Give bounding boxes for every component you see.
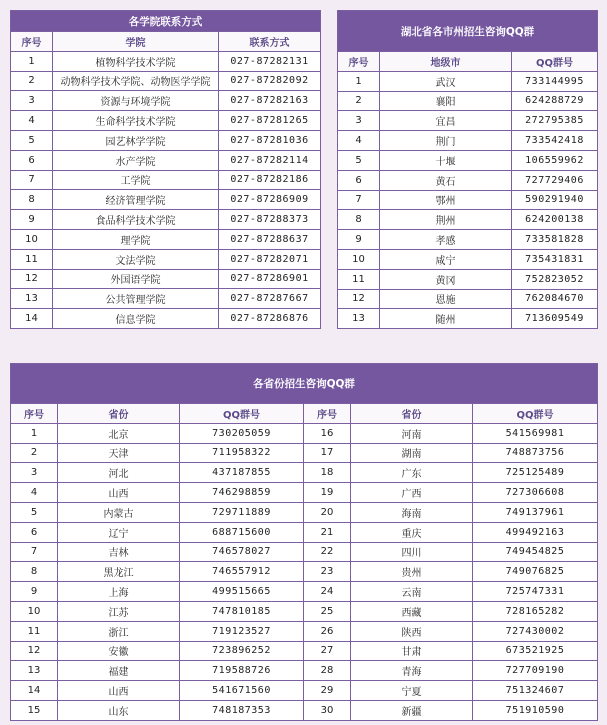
table-row	[11, 522, 598, 542]
table-cell: 725747331	[473, 582, 598, 602]
table-cell: 30	[304, 700, 351, 720]
table-cell: 资源与环境学院	[53, 91, 219, 111]
table-cell: 723896252	[180, 641, 304, 661]
table-cell: 黄冈	[380, 269, 512, 289]
table-cell: 河南	[351, 423, 473, 443]
table-cell: 3	[11, 463, 58, 483]
table-cell: 理学院	[53, 229, 219, 249]
table-row	[338, 230, 598, 250]
table-cell: 生命科学技术学院	[53, 111, 219, 131]
table-cell: 624200138	[512, 210, 598, 230]
table-cell: 11	[338, 269, 380, 289]
table-row	[11, 562, 598, 582]
table-cell: 733144995	[512, 71, 598, 91]
table-cell: 748873756	[473, 443, 598, 463]
table-cell: 727306608	[473, 483, 598, 503]
table-cell: 21	[304, 522, 351, 542]
table-cell: 内蒙古	[58, 502, 180, 522]
table-cell: 天津	[58, 443, 180, 463]
table-cell: 748187353	[180, 700, 304, 720]
table-cell: 水产学院	[53, 150, 219, 170]
table-row	[11, 443, 598, 463]
table-row	[338, 131, 598, 151]
table-cell: 陕西	[351, 621, 473, 641]
table-cell: 4	[338, 131, 380, 151]
table-cell: 590291940	[512, 190, 598, 210]
hubei-qq-table	[337, 10, 598, 329]
table-row	[11, 289, 321, 309]
table-cell: 727729406	[512, 170, 598, 190]
table-cell: 7	[11, 542, 58, 562]
column-header: 地级市	[380, 52, 512, 72]
table-cell: 6	[11, 150, 53, 170]
table-cell: 襄阳	[380, 91, 512, 111]
table-cell: 8	[338, 210, 380, 230]
table-cell: 14	[11, 681, 58, 701]
table-row	[11, 51, 321, 71]
table-cell: 经济管理学院	[53, 190, 219, 210]
column-header: 序号	[11, 32, 53, 52]
table-row	[11, 71, 321, 91]
table-cell: 26	[304, 621, 351, 641]
table-cell: 随州	[380, 309, 512, 329]
table-cell: 15	[11, 700, 58, 720]
table-cell: 工学院	[53, 170, 219, 190]
table-cell: 13	[11, 661, 58, 681]
table-row	[11, 423, 598, 443]
table-cell: 贵州	[351, 562, 473, 582]
table-cell: 2	[11, 443, 58, 463]
table-cell: 动物科学技术学院、动物医学学院	[53, 71, 219, 91]
table-cell: 12	[11, 641, 58, 661]
table-cell: 园艺林学学院	[53, 130, 219, 150]
table-cell: 725125489	[473, 463, 598, 483]
table-cell: 13	[11, 289, 53, 309]
table-row	[11, 601, 598, 621]
table-cell: 673521925	[473, 641, 598, 661]
table-cell: 宜昌	[380, 111, 512, 131]
table-cell: 027-87282131	[219, 51, 321, 71]
table-row	[11, 249, 321, 269]
column-header: 联系方式	[219, 32, 321, 52]
table-cell: 1	[338, 71, 380, 91]
table-cell: 6	[338, 170, 380, 190]
table-row	[11, 309, 321, 329]
table-cell: 北京	[58, 423, 180, 443]
table-cell: 8	[11, 190, 53, 210]
table-row	[11, 582, 598, 602]
table-cell: 733542418	[512, 131, 598, 151]
table-cell: 信息学院	[53, 309, 219, 329]
table-cell: 752823052	[512, 269, 598, 289]
table-cell: 青海	[351, 661, 473, 681]
table-cell: 10	[338, 249, 380, 269]
table-cell: 食品科学技术学院	[53, 210, 219, 230]
table-cell: 733581828	[512, 230, 598, 250]
table-cell: 027-87281036	[219, 130, 321, 150]
table-cell: 23	[304, 562, 351, 582]
province-qq-table	[10, 363, 598, 721]
table-row	[11, 641, 598, 661]
table-row	[11, 210, 321, 230]
table-cell: 541671560	[180, 681, 304, 701]
table-cell: 27	[304, 641, 351, 661]
table-cell: 福建	[58, 661, 180, 681]
table-cell: 10	[11, 229, 53, 249]
table-cell: 729711889	[180, 502, 304, 522]
table-cell: 027-87286909	[219, 190, 321, 210]
table-cell: 5	[338, 150, 380, 170]
table-cell: 荆州	[380, 210, 512, 230]
column-header: 序号	[11, 404, 58, 424]
table-cell: 1	[11, 423, 58, 443]
table-cell: 25	[304, 601, 351, 621]
table-row	[11, 483, 598, 503]
table-row	[338, 289, 598, 309]
table-cell: 437187855	[180, 463, 304, 483]
table-cell: 499515665	[180, 582, 304, 602]
table-cell: 四川	[351, 542, 473, 562]
table-cell: 吉林	[58, 542, 180, 562]
table-cell: 027-87282092	[219, 71, 321, 91]
table-row	[338, 170, 598, 190]
table-cell: 6	[11, 522, 58, 542]
table-cell: 730205059	[180, 423, 304, 443]
table-cell: 728165282	[473, 601, 598, 621]
table-cell: 727430002	[473, 621, 598, 641]
table-cell: 3	[338, 111, 380, 131]
header-row	[11, 32, 321, 52]
table-cell: 20	[304, 502, 351, 522]
table-cell: 7	[338, 190, 380, 210]
table-row	[11, 681, 598, 701]
table-cell: 24	[304, 582, 351, 602]
table-row	[11, 111, 321, 131]
table-cell: 十堰	[380, 150, 512, 170]
table-cell: 重庆	[351, 522, 473, 542]
table-cell: 727709190	[473, 661, 598, 681]
table-row	[338, 190, 598, 210]
table-row	[11, 91, 321, 111]
table-cell: 28	[304, 661, 351, 681]
table-cell: 5	[11, 130, 53, 150]
table-cell: 2	[11, 71, 53, 91]
table-row	[338, 91, 598, 111]
table-row	[338, 249, 598, 269]
table-cell: 山西	[58, 483, 180, 503]
table-row	[11, 700, 598, 720]
column-header: 学院	[53, 32, 219, 52]
table-cell: 29	[304, 681, 351, 701]
table-cell: 荆门	[380, 131, 512, 151]
table-cell: 云南	[351, 582, 473, 602]
table-cell: 027-87282186	[219, 170, 321, 190]
table-cell: 武汉	[380, 71, 512, 91]
table-cell: 黄石	[380, 170, 512, 190]
table-cell: 孝感	[380, 230, 512, 250]
table-row	[11, 463, 598, 483]
table-cell: 027-87288637	[219, 229, 321, 249]
table-cell: 719123527	[180, 621, 304, 641]
table-cell: 16	[304, 423, 351, 443]
table-cell: 541569981	[473, 423, 598, 443]
table-row	[11, 190, 321, 210]
table-row	[11, 150, 321, 170]
table-cell: 027-87282071	[219, 249, 321, 269]
table-cell: 18	[304, 463, 351, 483]
table-row	[11, 621, 598, 641]
table-cell: 751324607	[473, 681, 598, 701]
table-cell: 4	[11, 483, 58, 503]
hubei-qq-title: 湖北省各市州招生咨询QQ群	[338, 11, 598, 52]
table-cell: 外国语学院	[53, 269, 219, 289]
table-cell: 749076825	[473, 562, 598, 582]
table-cell: 713609549	[512, 309, 598, 329]
table-cell: 22	[304, 542, 351, 562]
table-cell: 3	[11, 91, 53, 111]
table-cell: 027-87282163	[219, 91, 321, 111]
table-row	[338, 309, 598, 329]
table-cell: 9	[338, 230, 380, 250]
table-cell: 咸宁	[380, 249, 512, 269]
table-cell: 14	[11, 309, 53, 329]
table-row	[338, 269, 598, 289]
table-cell: 746298859	[180, 483, 304, 503]
table-cell: 027-87287667	[219, 289, 321, 309]
table-cell: 新疆	[351, 700, 473, 720]
college-contacts-table	[10, 10, 321, 329]
table-cell: 广西	[351, 483, 473, 503]
table-cell: 4	[11, 111, 53, 131]
table-cell: 1	[11, 51, 53, 71]
table-cell: 公共管理学院	[53, 289, 219, 309]
column-header: 序号	[304, 404, 351, 424]
table-cell: 751910590	[473, 700, 598, 720]
table-cell: 上海	[58, 582, 180, 602]
table-cell: 735431831	[512, 249, 598, 269]
college-contacts-title: 各学院联系方式	[11, 11, 321, 32]
table-row	[11, 661, 598, 681]
table-cell: 辽宁	[58, 522, 180, 542]
table-cell: 749137961	[473, 502, 598, 522]
table-cell: 海南	[351, 502, 473, 522]
table-cell: 河北	[58, 463, 180, 483]
column-header: QQ群号	[180, 404, 304, 424]
hubei-qq-body	[338, 52, 598, 329]
table-cell: 272795385	[512, 111, 598, 131]
table-cell: 10	[11, 601, 58, 621]
table-row	[338, 210, 598, 230]
table-cell: 植物科学技术学院	[53, 51, 219, 71]
province-qq-body	[11, 404, 598, 721]
table-cell: 12	[11, 269, 53, 289]
table-row	[11, 502, 598, 522]
table-cell: 747810185	[180, 601, 304, 621]
table-cell: 749454825	[473, 542, 598, 562]
table-cell: 西藏	[351, 601, 473, 621]
table-cell: 762084670	[512, 289, 598, 309]
table-cell: 黑龙江	[58, 562, 180, 582]
table-row	[338, 111, 598, 131]
table-cell: 9	[11, 210, 53, 230]
table-cell: 恩施	[380, 289, 512, 309]
table-cell: 鄂州	[380, 190, 512, 210]
table-cell: 13	[338, 309, 380, 329]
table-cell: 19	[304, 483, 351, 503]
table-cell: 17	[304, 443, 351, 463]
table-row	[11, 542, 598, 562]
table-row	[338, 71, 598, 91]
table-cell: 山西	[58, 681, 180, 701]
table-row	[338, 150, 598, 170]
column-header: 序号	[338, 52, 380, 72]
table-cell: 746557912	[180, 562, 304, 582]
table-cell: 安徽	[58, 641, 180, 661]
table-cell: 027-87286901	[219, 269, 321, 289]
table-cell: 文法学院	[53, 249, 219, 269]
table-cell: 499492163	[473, 522, 598, 542]
table-cell: 湖南	[351, 443, 473, 463]
table-cell: 宁夏	[351, 681, 473, 701]
table-cell: 624288729	[512, 91, 598, 111]
table-cell: 11	[11, 621, 58, 641]
table-cell: 106559962	[512, 150, 598, 170]
table-cell: 广东	[351, 463, 473, 483]
table-cell: 7	[11, 170, 53, 190]
table-cell: 11	[11, 249, 53, 269]
column-header: QQ群号	[473, 404, 598, 424]
table-cell: 027-87288373	[219, 210, 321, 230]
table-cell: 山东	[58, 700, 180, 720]
header-row	[338, 52, 598, 72]
college-contacts-body	[11, 32, 321, 329]
table-cell: 027-87282114	[219, 150, 321, 170]
table-cell: 746578027	[180, 542, 304, 562]
table-row	[11, 229, 321, 249]
table-cell: 9	[11, 582, 58, 602]
column-header: QQ群号	[512, 52, 598, 72]
column-header: 省份	[58, 404, 180, 424]
table-cell: 2	[338, 91, 380, 111]
table-cell: 江苏	[58, 601, 180, 621]
table-cell: 027-87286876	[219, 309, 321, 329]
table-cell: 8	[11, 562, 58, 582]
table-row	[11, 269, 321, 289]
table-cell: 浙江	[58, 621, 180, 641]
table-row	[11, 170, 321, 190]
table-cell: 688715600	[180, 522, 304, 542]
province-qq-title: 各省份招生咨询QQ群	[11, 364, 598, 404]
table-cell: 027-87281265	[219, 111, 321, 131]
table-cell: 711958322	[180, 443, 304, 463]
table-cell: 5	[11, 502, 58, 522]
table-cell: 甘肃	[351, 641, 473, 661]
table-row	[11, 130, 321, 150]
header-row	[11, 404, 598, 424]
table-cell: 719588726	[180, 661, 304, 681]
table-cell: 12	[338, 289, 380, 309]
column-header: 省份	[351, 404, 473, 424]
